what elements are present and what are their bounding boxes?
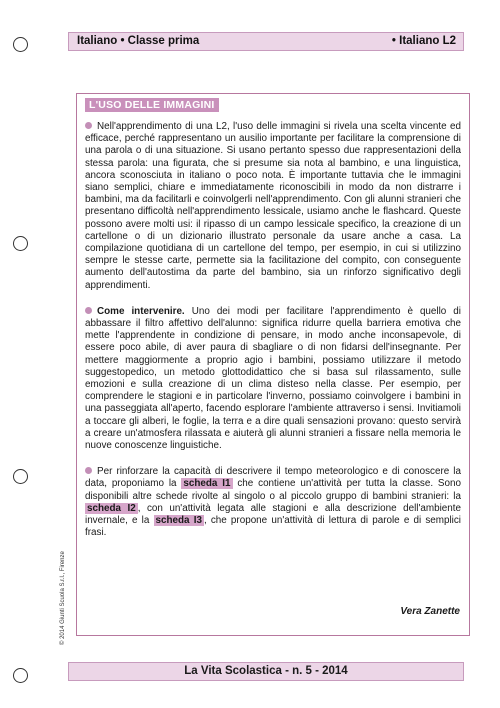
paragraph-schede [85,466,461,539]
paragraph-come-intervenire [85,306,461,452]
header-subject: Italiano • Classe prima [77,35,200,47]
section-title: L'USO DELLE IMMAGINI [85,98,219,112]
copyright-credit: © 2014 Giunti Scuola S.r.l., Firenze [60,551,66,645]
scheda-i1-link[interactable]: scheda I1 [183,478,231,490]
bullet-icon [85,307,92,314]
paragraph-schede-text-1: Per rinforzare la capacità di descrivere il tempo meteorologico e di conoscere la data, proponiamo la [85,466,461,490]
paragraph-schede-text-2: che contiene un'attività per tutta la classe. Sono disponibili altre schede rivolte al singolo o al piccolo gruppo di bambini stranieri: la [85,478,461,502]
paragraph-schede-text-4: , che propone un'attività di lettura di parole e di semplici frasi. [85,515,461,539]
paragraph-come-intervenire-text: Uno dei modi per facilitare l'apprendimento è quello di abbassare il filtro affettivo dell'alunno: significa ridurre quella barriera emotiva che mette l'apprendente in condizione di pensare, in modo anche inconsapevole, di essere poco abile, di aver paura di sbagliare o di non fidarsi dell'insegnante. Per mettere maggiormente a proprio agio i bambini, possiamo utilizzare il metodo suggestopedico, un metodo glottodidattico che si basa sul rilassamento, sulle emozioni e sulla creazione di un clima disteso nella classe. Per esempio, per comprendere le stagioni e in particolare l'inverno, possiamo coinvolgere i bambini in una passeggiata all'aperto, facendo esplorare l'ambiente attraverso i sensi. Invitiamoli a toccare gli alberi, le foglie, la terra e a dire quali sensazioni provano: questo servirà a creare un'atmosfera rilassata e aiuterà gli alunni stranieri a fissare nella memoria le nuove conoscenze linguistiche. [85,305,461,452]
page-footer: La Vita Scolastica - n. 5 - 2014 [68,662,464,681]
paragraph-intro [85,121,461,292]
scheda-i2-link[interactable]: scheda I2 [87,502,136,514]
bullet-icon [85,122,92,129]
article-body [85,121,461,554]
scheda-i3-link[interactable]: scheda I3 [155,515,202,527]
paragraph-intro-text: Nell'apprendimento di una L2, l'uso delle immagini si rivela una scelta vincente ed efficace, perché rappresentano un ausilio importante per facilitare la comprensione di una parola o di una situazione. Si usano pertanto spesso due rappresentazioni della stessa parola: una figurata, che si presume sia nota al bambino, e una linguistica, ancora sconosciuta in italiano o poco nota. È importante tuttavia che le immagini siano semplici, chiare e immediatamente riconoscibili in modo da non distrarre i bambini, ma da facilitarli e coinvolgerli nell'apprendimento. Con gli alunni stranieri che presentano difficoltà nell'apprendimento lessicale, usiamo anche le flashcard. Queste possono avere molti usi: il ripasso di un campo lessicale specifico, la creazione di un cartellone o di un dizionario illustrato personale da usare anche a casa. La compilazione quotidiana di un cartellone del tempo, per esempio, in cui si utilizzino sempre le stesse carte, permette sia la facilitazione del compito, con conseguente aumento dell'autostima da parte del bambino, sia un rinforzo significativo degli apprendimenti. [85,121,461,291]
binder-hole-4 [13,668,28,683]
bullet-icon [85,467,92,474]
header-topic: • Italiano L2 [391,35,456,47]
paragraph-schede-text-3: , con un'attività legata alle stagioni e alla descrizione dell'ambiente invernale, e la [85,502,461,527]
binder-hole-3 [13,469,28,484]
binder-hole-2 [13,236,28,251]
author-signature: Vera Zanette [400,606,460,617]
paragraph-lead: Come intervenire. [97,305,185,317]
page-header [68,32,464,51]
binder-hole-1 [13,37,28,52]
